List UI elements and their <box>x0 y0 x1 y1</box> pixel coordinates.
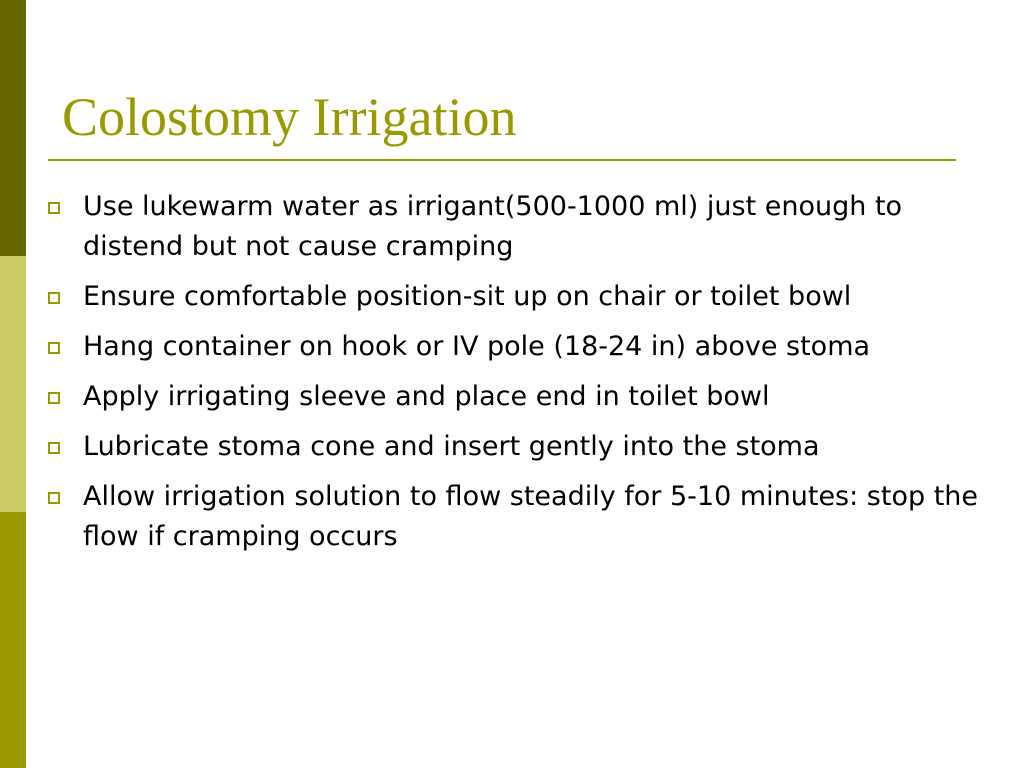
side-accent-segment-light <box>0 256 26 512</box>
bullet-item <box>46 377 986 417</box>
hollow-square-bullet-icon <box>48 342 60 354</box>
bullet-text: Allow irrigation solution to flow steadily for 5-10 minutes: stop the flow if cramping occurs <box>83 481 979 552</box>
hollow-square-bullet-icon <box>48 202 60 214</box>
bullet-text: Hang container on hook or IV pole (18-24 in) above stoma <box>83 331 871 362</box>
bullet-item <box>46 327 986 367</box>
side-accent-segment-olive <box>0 512 26 768</box>
bullet-list <box>46 187 986 567</box>
side-accent-segment-dark <box>0 0 26 256</box>
bullet-text: Lubricate stoma cone and insert gently into the stoma <box>83 431 820 462</box>
hollow-square-bullet-icon <box>48 392 60 404</box>
bullet-text: Ensure comfortable position-sit up on chair or toilet bowl <box>83 281 852 312</box>
bullet-text: Use lukewarm water as irrigant(500-1000 ml) just enough to distend but not cause cramping <box>83 191 903 262</box>
bullet-item <box>46 277 986 317</box>
title-underline <box>48 159 956 161</box>
bullet-item <box>46 427 986 467</box>
hollow-square-bullet-icon <box>48 442 60 454</box>
side-accent-bar <box>0 0 26 768</box>
bullet-item <box>46 187 986 267</box>
bullet-text: Apply irrigating sleeve and place end in toilet bowl <box>83 381 770 412</box>
slide-title: Colostomy Irrigation <box>62 87 517 147</box>
hollow-square-bullet-icon <box>48 492 60 504</box>
bullet-item <box>46 477 986 557</box>
hollow-square-bullet-icon <box>48 292 60 304</box>
